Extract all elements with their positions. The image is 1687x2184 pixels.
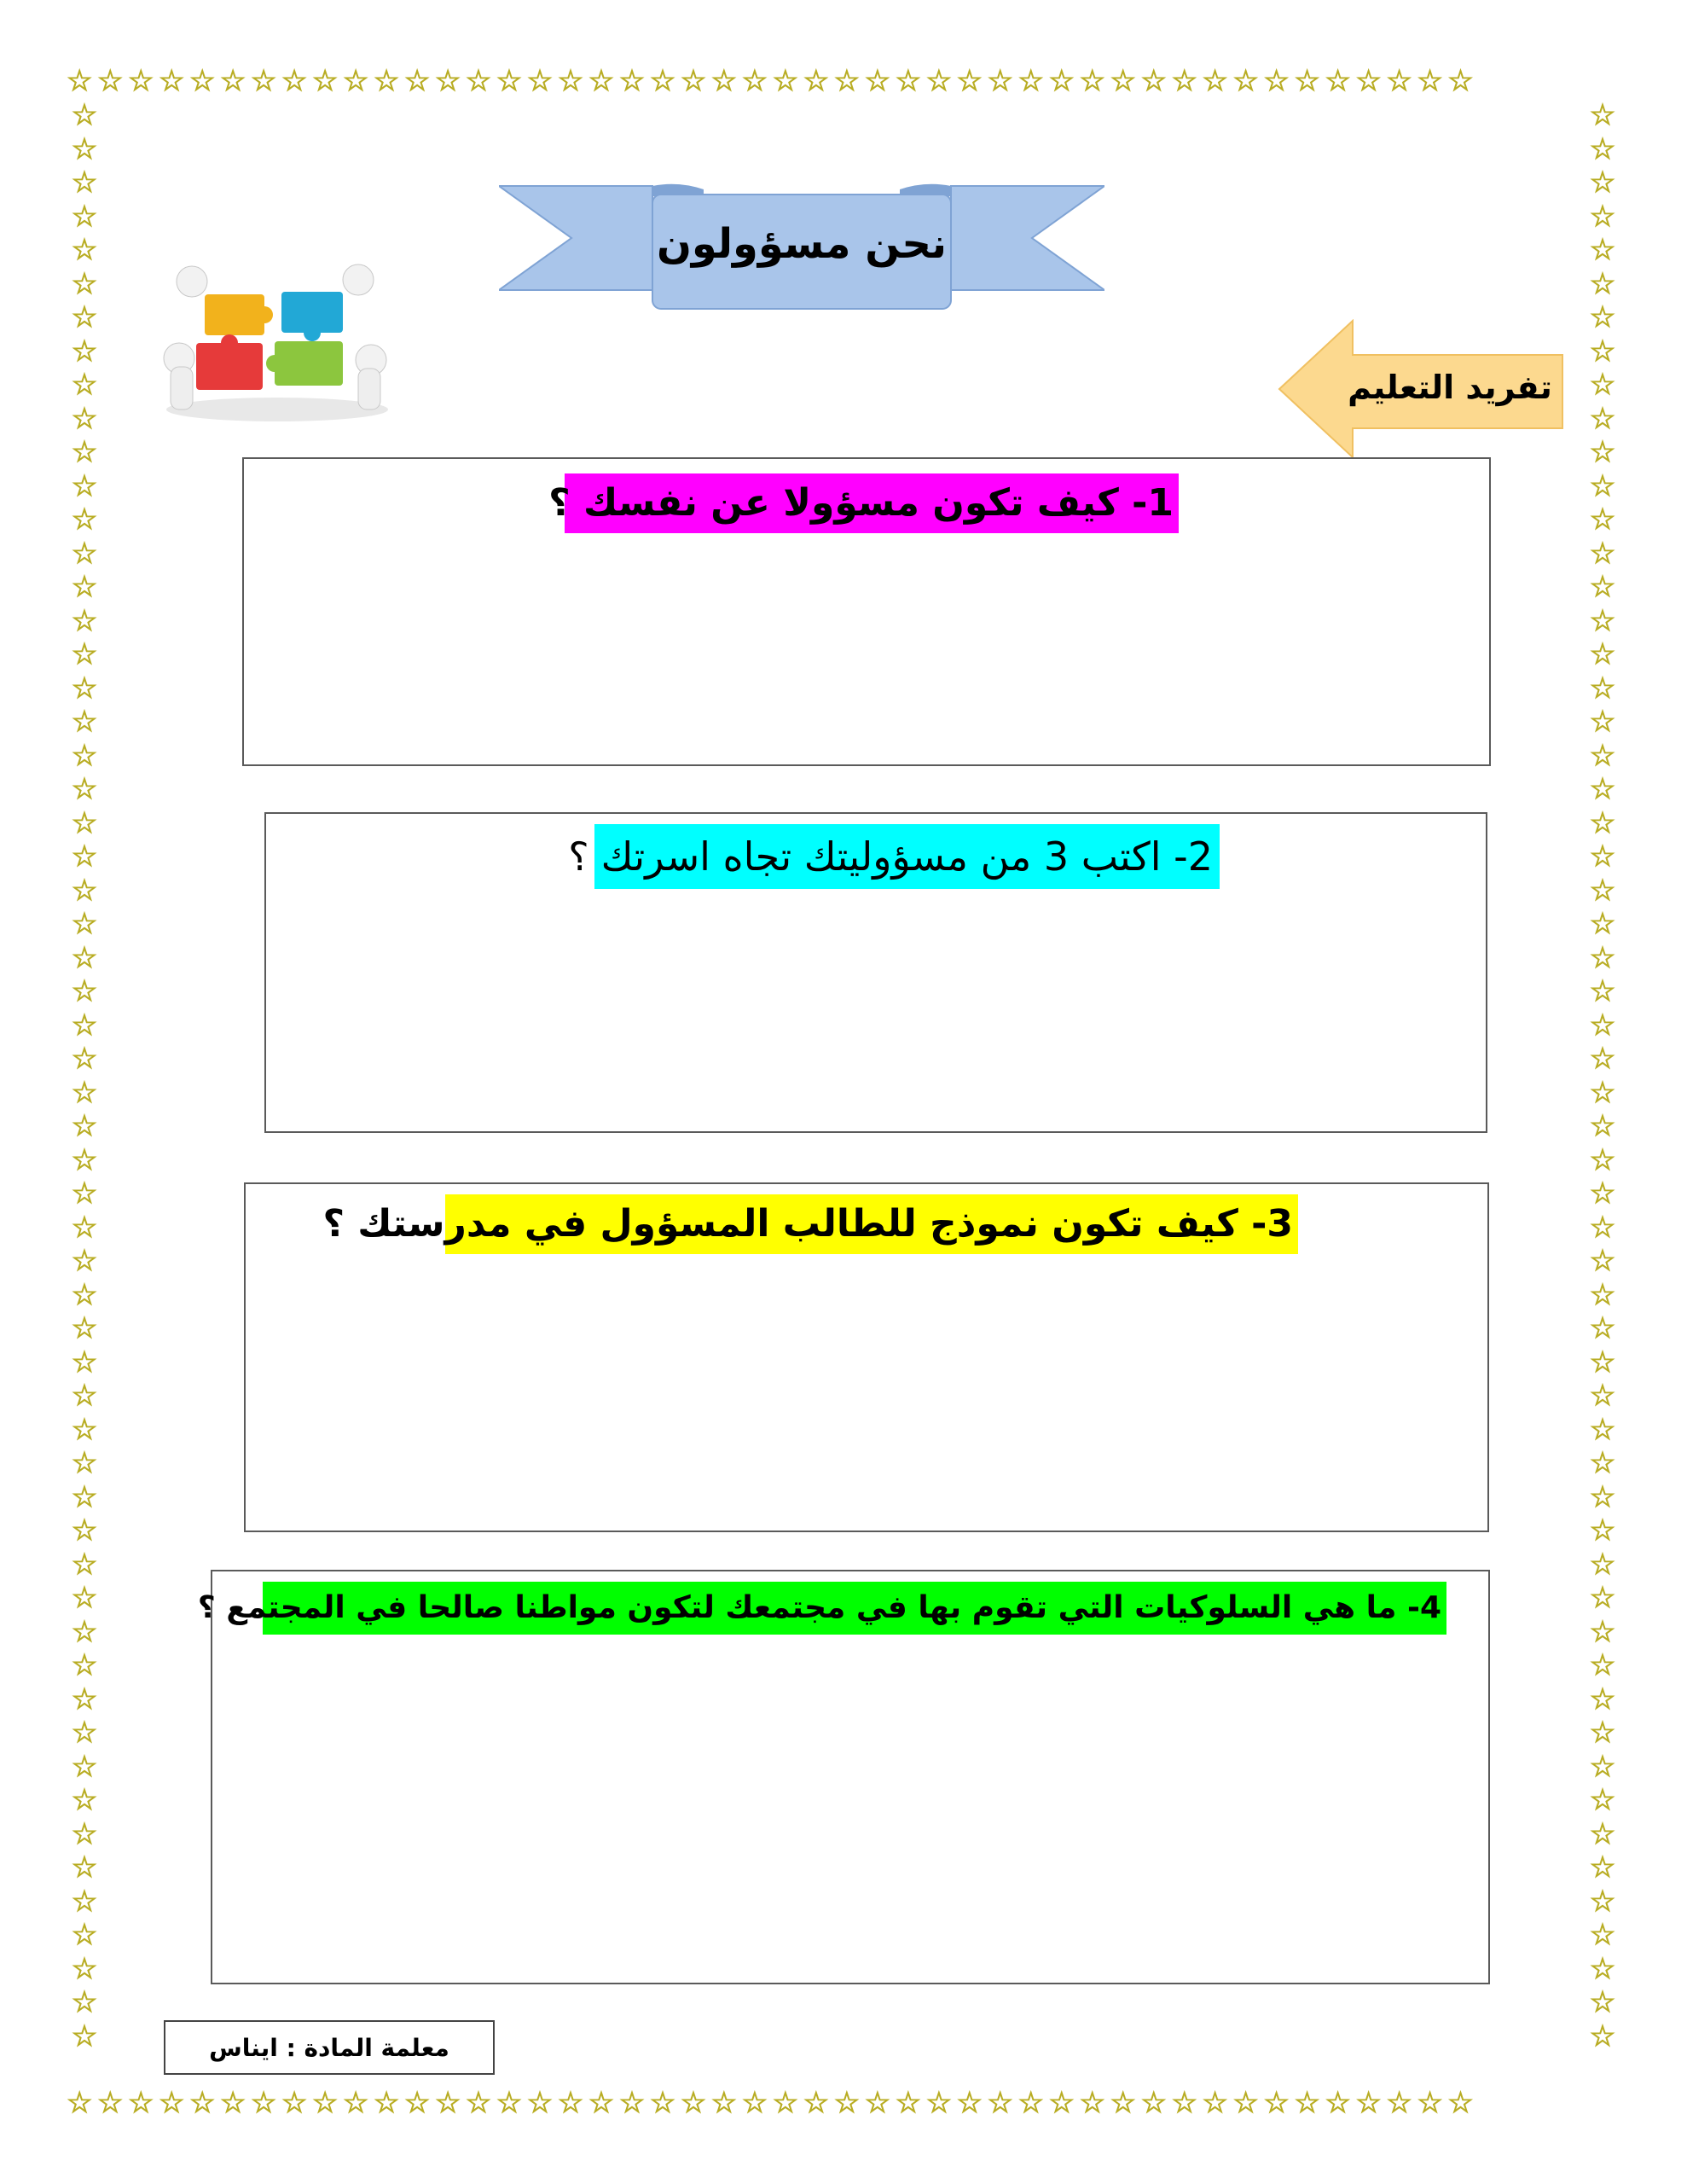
- star-icon: ☆: [71, 266, 98, 301]
- star-icon: ☆: [496, 2088, 527, 2120]
- star-icon: ☆: [67, 67, 97, 98]
- star-icon: ☆: [1589, 1479, 1616, 1514]
- star-icon: ☆: [71, 805, 98, 840]
- star-icon: ☆: [925, 67, 957, 98]
- star-icon: ☆: [71, 1379, 98, 1413]
- star-icon: ☆: [496, 67, 527, 98]
- star-icon: ☆: [649, 2088, 681, 2120]
- star-icon: ☆: [342, 67, 374, 98]
- star-icon: ☆: [1589, 2018, 1616, 2053]
- star-icon: ☆: [1589, 401, 1616, 436]
- star-icon: ☆: [1110, 67, 1141, 98]
- star-icon: ☆: [987, 67, 1018, 98]
- star-icon: ☆: [1048, 2088, 1080, 2120]
- star-icon: ☆: [71, 502, 98, 537]
- star-icon: ☆: [71, 1345, 98, 1380]
- star-icon: ☆: [1589, 1446, 1616, 1480]
- star-icon: ☆: [403, 67, 435, 98]
- star-icon: ☆: [1589, 199, 1616, 234]
- star-icon: ☆: [311, 67, 343, 98]
- question-1: 1- كيف تكون مسؤولا عن نفسك ؟: [565, 473, 1179, 533]
- star-icon: ☆: [1589, 1951, 1616, 1986]
- star-icon: ☆: [1589, 1884, 1616, 1919]
- star-icon: ☆: [1589, 603, 1616, 638]
- star-icon: ☆: [71, 1513, 98, 1548]
- star-icon: ☆: [281, 2088, 312, 2120]
- star-icon: ☆: [1589, 1614, 1616, 1649]
- star-icon: ☆: [71, 1042, 98, 1076]
- star-icon: ☆: [465, 2088, 496, 2120]
- star-icon: ☆: [1589, 1311, 1616, 1345]
- star-icon: ☆: [1386, 2088, 1417, 2120]
- star-icon: ☆: [526, 67, 558, 98]
- star-icon: ☆: [1589, 1176, 1616, 1211]
- star-icon: ☆: [710, 67, 742, 98]
- star-border-top: [67, 67, 1620, 102]
- star-icon: ☆: [71, 1614, 98, 1649]
- arrow-label: تفريد التعليم: [1348, 369, 1552, 406]
- star-icon: ☆: [956, 67, 988, 98]
- star-icon: ☆: [250, 67, 281, 98]
- star-icon: ☆: [219, 2088, 251, 2120]
- star-icon: ☆: [1589, 974, 1616, 1008]
- star-icon: ☆: [71, 1075, 98, 1110]
- star-icon: ☆: [96, 67, 128, 98]
- star-icon: ☆: [1589, 940, 1616, 975]
- star-icon: ☆: [71, 401, 98, 436]
- star-icon: ☆: [680, 67, 711, 98]
- star-icon: ☆: [71, 1244, 98, 1278]
- star-icon: ☆: [1589, 1345, 1616, 1380]
- star-icon: ☆: [1589, 502, 1616, 537]
- ribbon-title: نحن مسؤولون: [656, 220, 948, 268]
- star-icon: ☆: [71, 1682, 98, 1716]
- star-icon: ☆: [803, 67, 834, 98]
- star-icon: ☆: [219, 67, 251, 98]
- star-icon: ☆: [1589, 1716, 1616, 1750]
- star-icon: ☆: [1263, 2088, 1295, 2120]
- star-icon: ☆: [1589, 1581, 1616, 1615]
- star-icon: ☆: [71, 1581, 98, 1615]
- star-border-bottom: [67, 2088, 1620, 2124]
- star-icon: ☆: [1171, 67, 1203, 98]
- star-icon: ☆: [71, 1547, 98, 1582]
- star-icon: ☆: [1589, 233, 1616, 267]
- star-icon: ☆: [1140, 2088, 1172, 2120]
- star-icon: ☆: [1589, 738, 1616, 773]
- star-icon: ☆: [1589, 1682, 1616, 1716]
- star-icon: ☆: [71, 974, 98, 1008]
- star-icon: ☆: [71, 1951, 98, 1986]
- star-icon: ☆: [373, 67, 404, 98]
- star-icon: ☆: [895, 2088, 926, 2120]
- star-icon: ☆: [1589, 368, 1616, 402]
- star-icon: ☆: [1294, 67, 1325, 98]
- star-icon: ☆: [588, 67, 619, 98]
- star-icon: ☆: [1589, 1075, 1616, 1110]
- star-icon: ☆: [281, 67, 312, 98]
- star-icon: ☆: [710, 2088, 742, 2120]
- star-icon: ☆: [1589, 671, 1616, 706]
- star-icon: ☆: [127, 67, 159, 98]
- star-icon: ☆: [557, 67, 588, 98]
- star-icon: ☆: [311, 2088, 343, 2120]
- star-icon: ☆: [71, 671, 98, 706]
- star-icon: ☆: [1589, 1042, 1616, 1076]
- star-icon: ☆: [71, 1412, 98, 1447]
- star-icon: ☆: [588, 2088, 619, 2120]
- star-icon: ☆: [71, 334, 98, 369]
- star-icon: ☆: [1589, 1008, 1616, 1043]
- star-icon: ☆: [71, 738, 98, 773]
- star-icon: ☆: [71, 603, 98, 638]
- star-icon: ☆: [1589, 300, 1616, 334]
- star-icon: ☆: [71, 1109, 98, 1143]
- star-icon: ☆: [71, 1210, 98, 1245]
- star-icon: ☆: [71, 131, 98, 166]
- star-icon: ☆: [557, 2088, 588, 2120]
- star-icon: ☆: [1589, 166, 1616, 200]
- star-icon: ☆: [1202, 67, 1233, 98]
- star-icon: ☆: [1589, 1918, 1616, 1952]
- star-icon: ☆: [1589, 1412, 1616, 1447]
- star-icon: ☆: [71, 839, 98, 874]
- star-icon: ☆: [1386, 67, 1417, 98]
- star-icon: ☆: [1017, 67, 1049, 98]
- star-icon: ☆: [1232, 67, 1264, 98]
- star-icon: ☆: [71, 101, 98, 132]
- star-icon: ☆: [1589, 131, 1616, 166]
- star-icon: ☆: [373, 2088, 404, 2120]
- star-icon: ☆: [71, 772, 98, 806]
- star-icon: ☆: [71, 300, 98, 334]
- star-icon: ☆: [71, 199, 98, 234]
- star-icon: ☆: [71, 570, 98, 604]
- star-icon: ☆: [1589, 1379, 1616, 1413]
- puzzle-people-icon: [145, 256, 409, 427]
- star-icon: ☆: [71, 1884, 98, 1919]
- star-icon: ☆: [618, 67, 650, 98]
- star-icon: ☆: [956, 2088, 988, 2120]
- star-icon: ☆: [1589, 805, 1616, 840]
- star-icon: ☆: [1589, 1109, 1616, 1143]
- star-icon: ☆: [1589, 1816, 1616, 1851]
- star-icon: ☆: [1017, 2088, 1049, 2120]
- star-icon: ☆: [71, 1008, 98, 1043]
- star-icon: ☆: [1589, 1277, 1616, 1312]
- star-icon: ☆: [67, 2088, 97, 2120]
- star-icon: ☆: [71, 1142, 98, 1177]
- star-icon: ☆: [188, 67, 220, 98]
- star-icon: ☆: [526, 2088, 558, 2120]
- star-icon: ☆: [71, 1749, 98, 1784]
- star-icon: ☆: [1589, 907, 1616, 941]
- star-icon: ☆: [403, 2088, 435, 2120]
- star-icon: ☆: [1325, 67, 1356, 98]
- star-icon: ☆: [342, 2088, 374, 2120]
- star-icon: ☆: [925, 2088, 957, 2120]
- star-icon: ☆: [1447, 67, 1479, 98]
- star-icon: ☆: [680, 2088, 711, 2120]
- question-4: 4- ما هي السلوكيات التي تقوم بها في مجتمعك لتكون مواطنا صالحا في المجتمع ؟: [263, 1582, 1446, 1635]
- star-icon: ☆: [1140, 67, 1172, 98]
- star-icon: ☆: [1589, 468, 1616, 503]
- star-border-left: [67, 101, 102, 2088]
- star-border-right: [1585, 101, 1620, 2088]
- star-icon: ☆: [833, 67, 865, 98]
- star-icon: ☆: [1589, 1749, 1616, 1784]
- star-icon: ☆: [772, 67, 803, 98]
- star-icon: ☆: [1232, 2088, 1264, 2120]
- star-icon: ☆: [71, 1816, 98, 1851]
- star-icon: ☆: [833, 2088, 865, 2120]
- star-icon: ☆: [1589, 873, 1616, 908]
- star-icon: ☆: [1589, 1244, 1616, 1278]
- star-icon: ☆: [71, 940, 98, 975]
- star-icon: ☆: [1263, 67, 1295, 98]
- star-icon: ☆: [250, 2088, 281, 2120]
- star-icon: ☆: [741, 67, 773, 98]
- star-icon: ☆: [1589, 839, 1616, 874]
- star-icon: ☆: [864, 2088, 896, 2120]
- question-2: 2- اكتب 3 من مسؤوليتك تجاه اسرتك: [594, 824, 1220, 889]
- star-icon: ☆: [1589, 101, 1616, 132]
- star-icon: ☆: [71, 435, 98, 469]
- star-icon: ☆: [1589, 570, 1616, 604]
- star-icon: ☆: [618, 2088, 650, 2120]
- star-icon: ☆: [1110, 2088, 1141, 2120]
- star-icon: ☆: [71, 1985, 98, 2019]
- star-icon: ☆: [1355, 67, 1387, 98]
- star-icon: ☆: [1171, 2088, 1203, 2120]
- star-icon: ☆: [1589, 772, 1616, 806]
- star-icon: ☆: [1294, 2088, 1325, 2120]
- star-icon: ☆: [1079, 2088, 1110, 2120]
- star-icon: ☆: [71, 2018, 98, 2053]
- question-3: 3- كيف تكون نموذج للطالب المسؤول في مدرستك ؟: [445, 1194, 1298, 1254]
- star-icon: ☆: [1589, 1210, 1616, 1245]
- star-icon: ☆: [71, 1277, 98, 1312]
- star-icon: ☆: [1589, 1513, 1616, 1548]
- star-icon: ☆: [71, 1850, 98, 1885]
- star-icon: ☆: [158, 2088, 189, 2120]
- star-icon: ☆: [465, 67, 496, 98]
- star-icon: ☆: [1202, 2088, 1233, 2120]
- star-icon: ☆: [1447, 2088, 1479, 2120]
- star-icon: ☆: [649, 67, 681, 98]
- star-icon: ☆: [1589, 1142, 1616, 1177]
- star-icon: ☆: [895, 67, 926, 98]
- star-icon: ☆: [1589, 1985, 1616, 2019]
- star-icon: ☆: [158, 67, 189, 98]
- star-icon: ☆: [71, 368, 98, 402]
- star-icon: ☆: [1355, 2088, 1387, 2120]
- star-icon: ☆: [71, 1648, 98, 1682]
- star-icon: ☆: [71, 468, 98, 503]
- star-icon: ☆: [1589, 536, 1616, 571]
- star-icon: ☆: [1048, 67, 1080, 98]
- question-2-row: [520, 824, 1220, 889]
- star-icon: ☆: [71, 536, 98, 571]
- star-icon: ☆: [1589, 334, 1616, 369]
- star-icon: ☆: [71, 233, 98, 267]
- star-icon: ☆: [864, 67, 896, 98]
- star-icon: ☆: [71, 166, 98, 200]
- star-icon: ☆: [1589, 705, 1616, 739]
- star-icon: ☆: [1417, 2088, 1448, 2120]
- star-icon: ☆: [741, 2088, 773, 2120]
- star-icon: ☆: [71, 1479, 98, 1514]
- star-icon: ☆: [1589, 637, 1616, 671]
- teacher-name-box: معلمة المادة : ايناس: [164, 2020, 495, 2075]
- star-icon: ☆: [1589, 266, 1616, 301]
- star-icon: ☆: [1589, 1783, 1616, 1817]
- star-icon: ☆: [127, 2088, 159, 2120]
- star-icon: ☆: [1589, 1648, 1616, 1682]
- star-icon: ☆: [71, 1918, 98, 1952]
- star-icon: ☆: [1589, 1547, 1616, 1582]
- star-icon: ☆: [434, 67, 466, 98]
- star-icon: ☆: [803, 2088, 834, 2120]
- star-icon: ☆: [71, 1176, 98, 1211]
- star-icon: ☆: [434, 2088, 466, 2120]
- star-icon: ☆: [71, 1716, 98, 1750]
- star-icon: ☆: [71, 907, 98, 941]
- star-icon: ☆: [71, 1783, 98, 1817]
- question-2-mark: ؟: [568, 834, 589, 880]
- star-icon: ☆: [96, 2088, 128, 2120]
- star-icon: ☆: [1589, 1850, 1616, 1885]
- star-icon: ☆: [71, 1311, 98, 1345]
- star-icon: ☆: [772, 2088, 803, 2120]
- star-icon: ☆: [1325, 2088, 1356, 2120]
- star-icon: ☆: [71, 873, 98, 908]
- star-icon: ☆: [987, 2088, 1018, 2120]
- star-icon: ☆: [71, 637, 98, 671]
- star-icon: ☆: [71, 1446, 98, 1480]
- star-icon: ☆: [71, 705, 98, 739]
- star-icon: ☆: [1589, 435, 1616, 469]
- star-icon: ☆: [1417, 67, 1448, 98]
- star-icon: ☆: [1079, 67, 1110, 98]
- star-icon: ☆: [188, 2088, 220, 2120]
